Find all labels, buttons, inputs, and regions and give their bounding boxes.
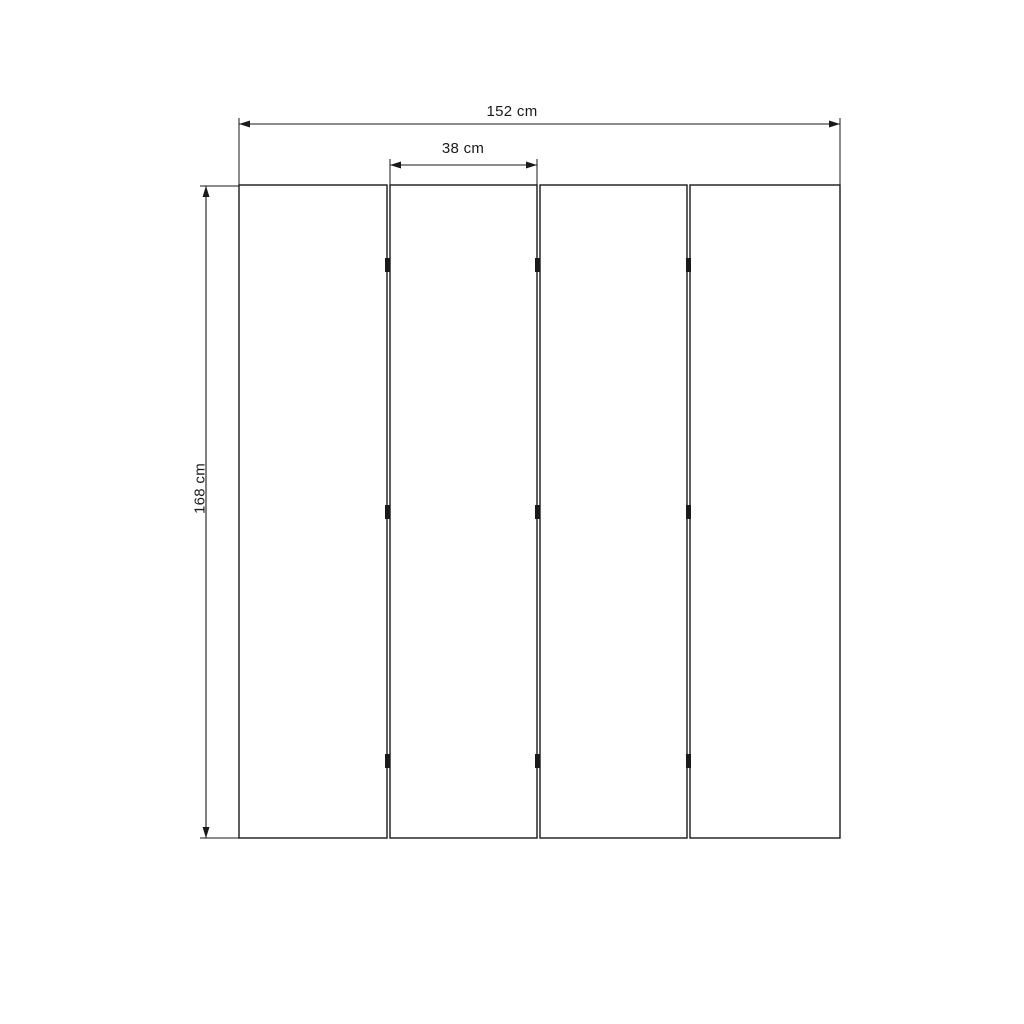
panel-1[interactable] xyxy=(239,185,387,838)
panel-4[interactable] xyxy=(690,185,840,838)
panel-3[interactable] xyxy=(540,185,687,838)
total-width-dimension xyxy=(239,118,840,186)
panel-width-dimension xyxy=(390,159,537,186)
total-width-label: 152 cm xyxy=(486,103,538,120)
panel-2[interactable] xyxy=(390,185,537,838)
panel-width-label: 38 cm xyxy=(441,140,485,157)
total-height-label: 168 cm xyxy=(191,463,209,514)
